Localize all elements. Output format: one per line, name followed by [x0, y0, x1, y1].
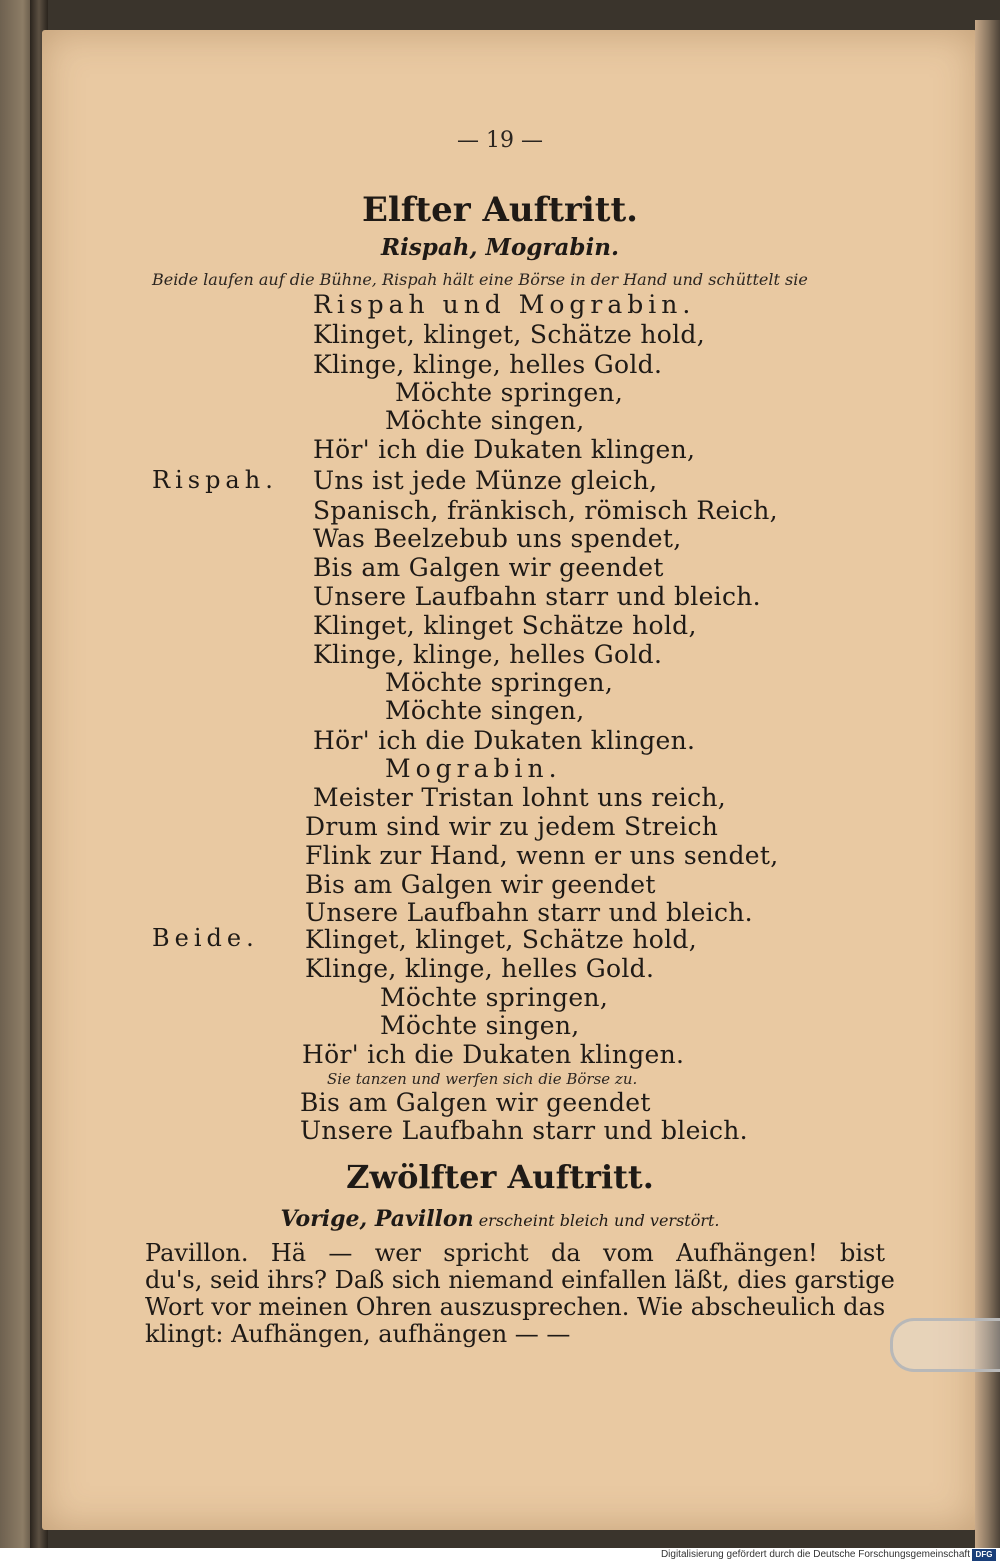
prose-line: Wort vor meinen Ohren auszusprechen. Wie abscheulich das — [145, 1293, 886, 1321]
verse-line: Klinget, klinget Schätze hold, — [313, 611, 697, 640]
verse-speaker: Mograbin. — [385, 754, 562, 783]
verse-line: Uns ist jede Münze gleich, — [313, 466, 658, 495]
verse-line: Unsere Laufbahn starr und bleich. — [313, 582, 761, 611]
verse-line: Was Beelzebub uns spendet, — [313, 524, 682, 553]
stage-direction-11: Beide laufen auf die Bühne, Rispah hält eine Börse in der Hand und schüttelt sie — [152, 270, 808, 289]
verse-line: Unsere Laufbahn starr und bleich. — [305, 898, 753, 927]
prose-line: klingt: Aufhängen, aufhängen — — — [145, 1320, 571, 1348]
scene-characters-names: Vorige, Pavillon — [280, 1206, 474, 1232]
footer-credit: Digitalisierung gefördert durch die Deutsche Forschungsgemeinschaft — [660, 1549, 970, 1560]
verse-line: Drum sind wir zu jedem Streich — [305, 812, 719, 841]
verse-line: Möchte singen, — [380, 1011, 580, 1040]
verse-line: Hör' ich die Dukaten klingen, — [313, 435, 696, 464]
verse-line: Bis am Galgen wir geendet — [300, 1088, 651, 1117]
prose-line: Pavillon. Hä — wer spricht da vom Aufhängen! bist — [145, 1239, 885, 1267]
verse-line: Möchte singen, — [385, 696, 585, 725]
verse-line: Möchte springen, — [380, 983, 609, 1012]
speaker-heading: Rispah und Mograbin. — [313, 290, 696, 319]
speaker-rispah: Rispah. — [152, 466, 278, 494]
scene-characters-12 — [0, 1206, 1000, 1232]
page-clip — [890, 1318, 1000, 1372]
verse-line: Klinget, klinget, Schätze hold, — [313, 320, 705, 349]
verse-line: Unsere Laufbahn starr und bleich. — [300, 1116, 748, 1145]
scene-title-11: Elfter Auftritt. — [361, 190, 639, 230]
scene-title-12: Zwölfter Auftritt. — [346, 1158, 654, 1196]
prose-line: du's, seid ihrs? Daß sich niemand einfallen läßt, dies garstige — [145, 1266, 895, 1294]
speaker-beide: Beide. — [152, 924, 259, 952]
scene-characters-11: Rispah, Mograbin. — [381, 234, 619, 261]
verse-line: Klinge, klinge, helles Gold. — [305, 954, 655, 983]
verse-line: Möchte springen, — [385, 668, 614, 697]
verse-line: Möchte singen, — [385, 406, 585, 435]
verse-line: Hör' ich die Dukaten klingen. — [313, 726, 696, 755]
stage-direction-11b: Sie tanzen und werfen sich die Börse zu. — [327, 1070, 638, 1088]
prose-block — [145, 1239, 895, 1348]
verse-line: Möchte springen, — [395, 378, 624, 407]
page-number: — 19 — — [457, 128, 543, 153]
verse-line: Bis am Galgen wir geendet — [313, 553, 664, 582]
dfg-logo-icon: DFG — [972, 1549, 996, 1561]
verse-line: Bis am Galgen wir geendet — [305, 870, 656, 899]
verse-line: Hör' ich die Dukaten klingen. — [302, 1040, 685, 1069]
verse-line: Klinget, klinget, Schätze hold, — [305, 925, 697, 954]
scene-characters-note: erscheint bleich und verstört. — [478, 1211, 720, 1230]
verse-line: Spanisch, fränkisch, römisch Reich, — [313, 496, 778, 525]
verse-line: Klinge, klinge, helles Gold. — [313, 350, 663, 379]
verse-line: Flink zur Hand, wenn er uns sendet, — [305, 841, 779, 870]
verse-line: Meister Tristan lohnt uns reich, — [313, 783, 727, 812]
footer-bar — [0, 1548, 1000, 1562]
verse-line: Klinge, klinge, helles Gold. — [313, 640, 663, 669]
